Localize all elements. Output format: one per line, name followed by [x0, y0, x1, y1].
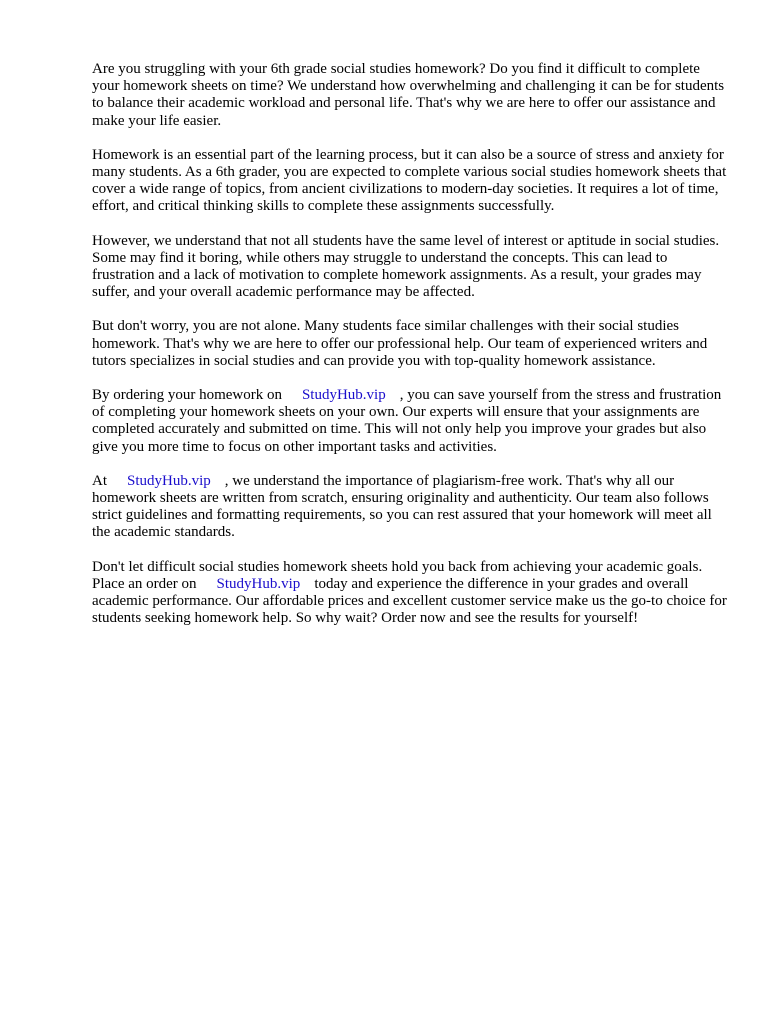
document-body [92, 61, 728, 644]
studyhub-link-3[interactable]: StudyHub.vip [216, 575, 301, 592]
paragraph-ordering-lead: By ordering your homework on [92, 387, 282, 404]
paragraph-closing-rest: today and experience the difference in your grades and overall academic performance. Our affordable prices and excellent customer service make us the go-to choice for students seeking homework help. So why wait? Order now and see the results for yourself! [92, 575, 727, 627]
paragraph-plagiarism [92, 473, 728, 542]
paragraph-interest: However, we understand that not all students have the same level of interest or aptitude in social studies. Some may find it boring, while others may struggle to understand the concepts. This can lead to frustration and a lack of motivation to complete homework assignments. As a result, your grades may suffer, and your overall academic performance may be affected. [92, 232, 720, 301]
paragraph-intro: Are you struggling with your 6th grade social studies homework? Do you find it difficult to complete your homework sheets on time? We understand how overwhelming and challenging it can be for students to balance their academic workload and personal life. That's why we are here to offer our assistance and make your life easier. [92, 61, 725, 129]
paragraph-plagiarism-rest: , we understand the importance of plagiarism-free work. That's why all our homework sheets are written from scratch, ensuring originality and authenticity. Our team also follows strict guidelines and formatting requirements, so you can rest assured that your homework will meet all the academic standards. [92, 472, 712, 541]
paragraph-closing [92, 559, 728, 628]
studyhub-link-2[interactable]: StudyHub.vip [127, 472, 211, 489]
paragraph-plagiarism-lead: At [92, 472, 107, 489]
paragraph-ordering [92, 387, 728, 456]
paragraph-homework: Homework is an essential part of the learning process, but it can also be a source of stress and anxiety for many students. As a 6th grader, you are expected to complete various social studies homework sheets that cover a wide range of topics, from ancient civilizations to modern-day societies. It requires a lot of time, effort, and critical thinking skills to complete these assignments successfully. [92, 146, 727, 215]
paragraph-closing-lead: Don't let difficult social studies homework sheets hold you back from achieving your academic goals. Place an order on [92, 558, 703, 592]
paragraph-ordering-rest: , you can save yourself from the stress and frustration of completing your homework sheets on your own. Our experts will ensure that your assignments are completed accurately and submitted on time. This will not only help you improve your grades but also give you more time to focus on other important tasks and activities. [92, 387, 722, 455]
paragraph-not-alone: But don't worry, you are not alone. Many students face similar challenges with their social studies homework. That's why we are here to offer our professional help. Our team of experienced writers and tutors specializes in social studies and can provide you with top-quality homework assistance. [92, 318, 708, 369]
studyhub-link-1[interactable]: StudyHub.vip [301, 387, 386, 404]
